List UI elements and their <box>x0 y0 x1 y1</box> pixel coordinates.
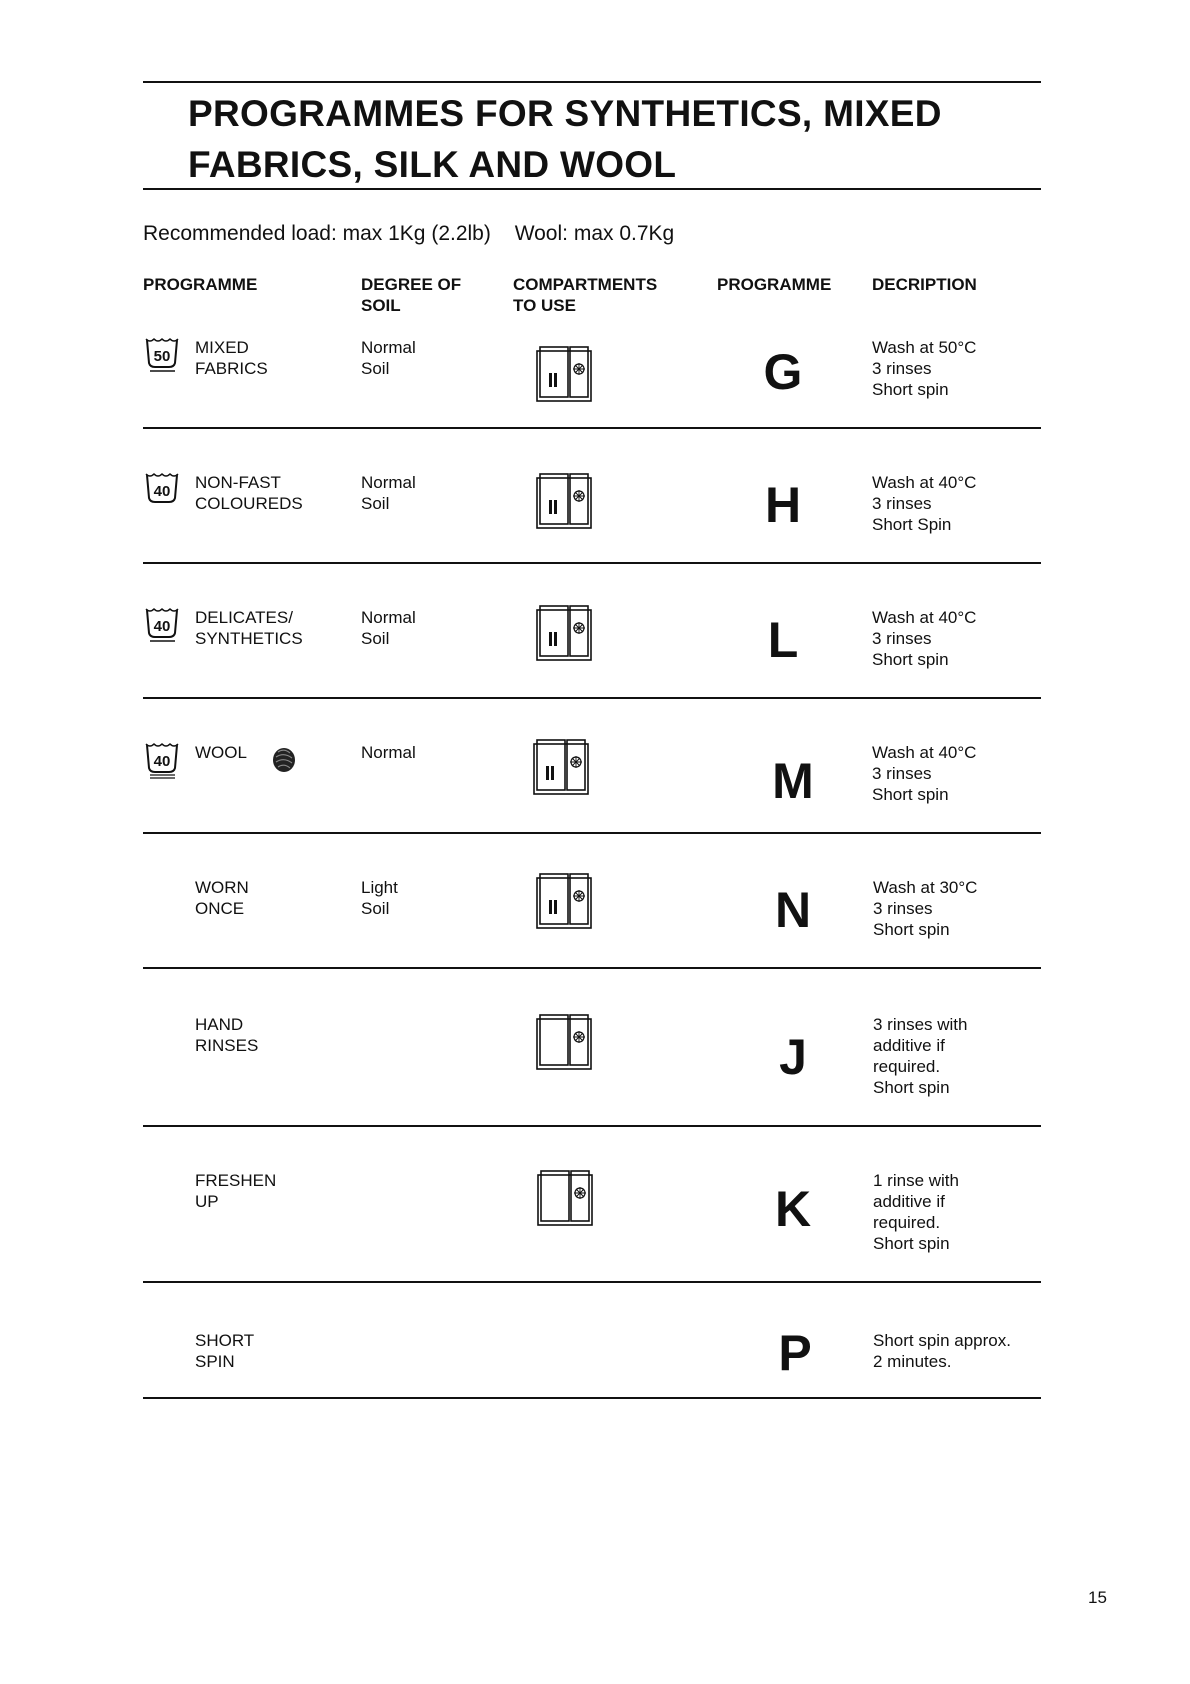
compartment-prewash-softener-icon <box>535 470 595 532</box>
tub-temperature: 40 <box>153 483 171 500</box>
wash-tub-40-icon <box>143 472 183 510</box>
wool-load-text: Wool: max 0.7Kg <box>514 222 675 245</box>
row-divider <box>143 1397 1041 1399</box>
programme-description: Wash at 40°C 3 rinses Short spin <box>872 743 977 804</box>
header-compartments: COMPARTMENTS TO USE <box>513 275 658 315</box>
programme-letter: G <box>763 344 803 400</box>
row-divider <box>143 427 1041 429</box>
degree-of-soil: Light Soil <box>361 878 398 918</box>
degree-of-soil: Normal Soil <box>361 608 416 648</box>
programme-letter: H <box>764 477 802 533</box>
programme-description: Short spin approx. 2 minutes. <box>873 1331 1011 1371</box>
programme-name: WOOL <box>195 743 247 762</box>
programme-name: WORN ONCE <box>195 878 249 918</box>
wool-mark-icon <box>270 744 298 774</box>
programme-name: DELICATES/ SYNTHETICS <box>195 608 303 648</box>
header-programme: PROGRAMME <box>143 275 258 294</box>
header-programme-letter: PROGRAMME <box>717 275 832 294</box>
programme-description: Wash at 50°C 3 rinses Short spin <box>872 338 977 399</box>
programme-letter: P <box>778 1325 812 1381</box>
wash-tub-40-very-gentle-icon <box>143 742 183 780</box>
row-divider <box>143 967 1041 969</box>
programme-letter: N <box>774 882 812 938</box>
row-divider <box>143 1281 1041 1283</box>
programme-description: 1 rinse with additive if required. Short spin <box>873 1171 959 1253</box>
programme-description: Wash at 30°C 3 rinses Short spin <box>873 878 978 939</box>
header-description: DECRIPTION <box>872 275 977 294</box>
row-divider <box>143 697 1041 699</box>
programme-letter: J <box>779 1029 807 1085</box>
title-top-rule <box>143 81 1041 83</box>
tub-temperature: 40 <box>153 753 171 770</box>
programme-letter: L <box>767 612 799 668</box>
compartment-prewash-softener-icon <box>535 870 595 932</box>
page-title-line-1: PROGRAMMES FOR SYNTHETICS, MIXED <box>188 93 942 134</box>
programme-name: HAND RINSES <box>195 1015 259 1055</box>
compartment-prewash-softener-icon <box>535 602 595 664</box>
header-degree-of-soil: DEGREE OF SOIL <box>361 275 462 315</box>
compartment-softener-icon <box>535 1011 595 1073</box>
programme-letter: K <box>774 1181 812 1237</box>
degree-of-soil: Normal Soil <box>361 473 416 513</box>
programme-description: 3 rinses with additive if required. Short spin <box>873 1015 968 1097</box>
recommended-load-text: Recommended load: max 1Kg (2.2lb) <box>143 222 491 245</box>
degree-of-soil: Normal Soil <box>361 338 416 378</box>
row-divider <box>143 832 1041 834</box>
programme-name: SHORT SPIN <box>195 1331 255 1371</box>
tub-temperature: 50 <box>153 348 171 365</box>
programme-name: NON-FAST COLOUREDS <box>195 473 303 513</box>
compartment-prewash-softener-icon <box>532 736 592 798</box>
page-title-line-2: FABRICS, SILK AND WOOL <box>188 144 677 185</box>
programme-name: MIXED FABRICS <box>195 338 268 378</box>
wash-tub-40-gentle-icon <box>143 607 183 645</box>
programme-description: Wash at 40°C 3 rinses Short Spin <box>872 473 977 534</box>
programme-description: Wash at 40°C 3 rinses Short spin <box>872 608 977 669</box>
compartment-prewash-softener-icon <box>535 343 595 405</box>
recommended-load <box>143 222 674 246</box>
row-divider <box>143 562 1041 564</box>
page-title <box>188 88 942 190</box>
row-divider <box>143 1125 1041 1127</box>
wash-tub-50-gentle-icon <box>143 337 183 375</box>
compartment-softener-icon <box>536 1167 596 1229</box>
degree-of-soil: Normal <box>361 743 416 762</box>
page-number: 15 <box>1088 1588 1107 1607</box>
title-bottom-rule <box>143 188 1041 190</box>
programme-name: FRESHEN UP <box>195 1171 277 1211</box>
tub-temperature: 40 <box>153 618 171 635</box>
programme-letter: M <box>772 753 814 809</box>
